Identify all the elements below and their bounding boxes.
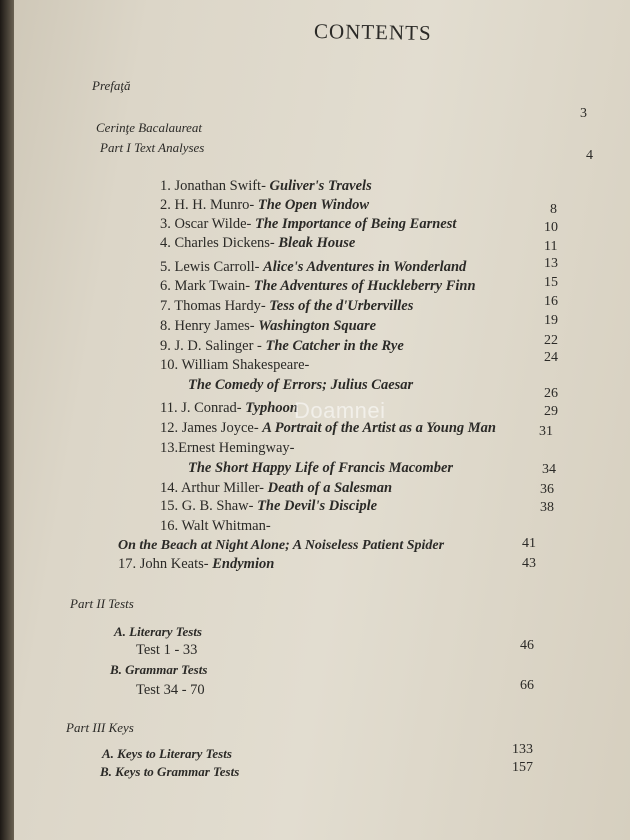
page-number: 8 — [550, 202, 557, 217]
toc-entry: 8. Henry James- Washington Square — [160, 318, 377, 334]
section-keys-grammar: B. Keys to Grammar Tests — [100, 764, 240, 779]
toc-entry: 4. Charles Dickens- Bleak House — [160, 235, 356, 251]
page-number: 24 — [544, 350, 558, 365]
section-cerinte: Cerinţe Bacalaureat — [96, 120, 203, 135]
toc-entry: 3. Oscar Wilde- The Importance of Being Earnest — [160, 216, 457, 232]
toc-entry: 7. Thomas Hardy- Tess of the d'Urbervilles — [160, 298, 414, 314]
page-number: 10 — [544, 220, 558, 235]
page-number: 29 — [544, 404, 558, 419]
page-number: 31 — [539, 424, 553, 439]
section-part2: Part II Tests — [70, 596, 134, 611]
section-keys-literary: A. Keys to Literary Tests — [102, 746, 232, 761]
toc-entry: 15. G. B. Shaw- The Devil's Disciple — [160, 498, 378, 514]
contents-page — [14, 0, 630, 840]
toc-entry: 13.Ernest Hemingway- — [160, 440, 295, 456]
page-number: 19 — [544, 313, 558, 328]
book-spine-shadow — [0, 0, 14, 840]
test-range: Test 34 - 70 — [136, 682, 205, 698]
section-part1: Part I Text Analyses — [100, 140, 205, 155]
page-number: 43 — [522, 556, 536, 571]
page-number: 133 — [512, 742, 533, 757]
section-part3: Part III Keys — [66, 720, 134, 735]
page-number: 22 — [544, 333, 558, 348]
toc-entry: 17. John Keats- Endymion — [118, 556, 275, 572]
page-number: 11 — [544, 239, 558, 254]
toc-entry: 6. Mark Twain- The Adventures of Huckleberry Finn — [160, 278, 476, 294]
page-number: 157 — [512, 760, 533, 775]
toc-entry: 11. J. Conrad- Typhoon — [160, 400, 298, 416]
page-number: 34 — [542, 462, 556, 477]
toc-entry: The Comedy of Errors; Julius Caesar — [188, 377, 414, 393]
toc-entry: 1. Jonathan Swift- Guliver's Travels — [160, 178, 372, 194]
page-title: CONTENTS — [313, 18, 432, 46]
toc-entry: 2. H. H. Munro- The Open Window — [160, 197, 370, 213]
page-number: 36 — [540, 482, 554, 497]
page-number: 3 — [580, 106, 587, 121]
page-number: 13 — [544, 256, 558, 271]
toc-entry: 9. J. D. Salinger - The Catcher in the Rye — [160, 338, 404, 354]
page-number: 16 — [544, 294, 558, 309]
section-prefata: Prefaţă — [92, 78, 131, 93]
toc-entry: 12. James Joyce- A Portrait of the Artist as a Young Man — [160, 420, 496, 436]
page-number: 66 — [520, 678, 534, 693]
page-number: 4 — [586, 148, 593, 163]
toc-entry: 14. Arthur Miller- Death of a Salesman — [160, 480, 393, 496]
section-grammar-tests: B. Grammar Tests — [110, 662, 208, 677]
test-range: Test 1 - 33 — [136, 642, 198, 658]
page-number: 15 — [544, 275, 558, 290]
page-number: 38 — [540, 500, 554, 515]
page-number: 41 — [522, 536, 536, 551]
watermark: Doamnei — [294, 398, 386, 423]
toc-entry: 16. Walt Whitman- — [160, 518, 271, 534]
section-literary-tests: A. Literary Tests — [114, 624, 202, 639]
toc-entry: The Short Happy Life of Francis Macomber — [188, 460, 454, 476]
page-number: 46 — [520, 638, 534, 653]
toc-entry: 5. Lewis Carroll- Alice's Adventures in Wonderland — [160, 259, 467, 275]
toc-entry: On the Beach at Night Alone; A Noiseless Patient Spider — [118, 538, 445, 553]
page-number: 26 — [544, 386, 558, 401]
toc-entry: 10. William Shakespeare- — [160, 357, 310, 373]
